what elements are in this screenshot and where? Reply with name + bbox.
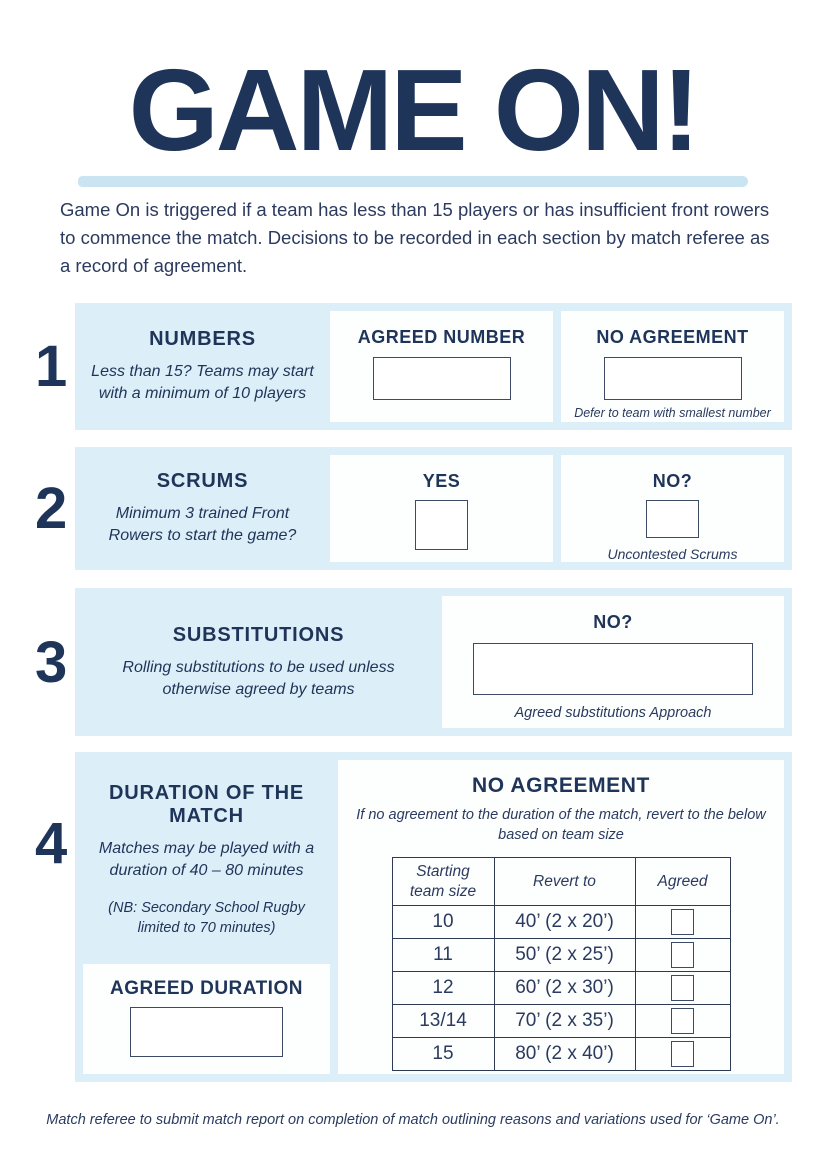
revert-to-cell: 60’ (2 x 30’) bbox=[494, 972, 635, 1005]
section-3-description: Rolling substitutions to be used unless otherwise agreed by teams bbox=[122, 658, 395, 698]
uncontested-scrums-caption: Uncontested Scrums bbox=[607, 546, 738, 562]
team-size-cell: 11 bbox=[392, 939, 494, 972]
agreed-cell bbox=[635, 1005, 730, 1038]
title-underline bbox=[78, 176, 748, 187]
substitutions-approach-input[interactable] bbox=[473, 643, 753, 695]
section-4-note: (NB: Secondary School Rugby limited to 70 minutes) bbox=[108, 900, 305, 936]
scrums-no-panel bbox=[561, 455, 784, 562]
section-2-heading: SCRUMS bbox=[156, 470, 249, 493]
scrums-yes-checkbox[interactable] bbox=[415, 500, 468, 550]
agreed-checkbox-15[interactable] bbox=[671, 1041, 694, 1067]
section-4-number: 4 bbox=[35, 811, 68, 876]
team-size-cell: 15 bbox=[392, 1038, 494, 1071]
section-1-description: Less than 15? Teams may start with a minimum of 10 players bbox=[91, 363, 314, 402]
section-3-heading: SUBSTITUTIONS bbox=[172, 623, 345, 646]
section-numbers bbox=[35, 303, 792, 430]
section-scrums bbox=[35, 447, 792, 570]
table-row bbox=[392, 972, 730, 1005]
duration-no-agreement-panel bbox=[338, 760, 784, 1074]
section-duration bbox=[35, 752, 792, 1082]
agreed-checkbox-10[interactable] bbox=[671, 909, 694, 935]
agreed-checkbox-11[interactable] bbox=[671, 942, 694, 968]
agreed-number-panel bbox=[330, 311, 553, 422]
scrums-no-checkbox[interactable] bbox=[646, 500, 699, 538]
section-1-number: 1 bbox=[35, 334, 68, 399]
table-row bbox=[392, 906, 730, 939]
header-revert-to: Revert to bbox=[494, 858, 635, 906]
footer-note: Match referee to submit match report on completion of match outlining reasons and variations used for ‘Game On’. bbox=[46, 1112, 780, 1128]
page-title: GAME ON! bbox=[128, 45, 698, 175]
substitutions-no-label: NO? bbox=[593, 612, 633, 632]
section-4-description: Matches may be played with a duration of 40 – 80 minutes bbox=[98, 840, 315, 879]
numbers-no-agreement-caption: Defer to team with smallest number bbox=[574, 406, 771, 420]
agreed-checkbox-12[interactable] bbox=[671, 975, 694, 1001]
revert-to-cell: 70’ (2 x 35’) bbox=[494, 1005, 635, 1038]
agreed-checkbox-13-14[interactable] bbox=[671, 1008, 694, 1034]
agreed-cell bbox=[635, 1038, 730, 1071]
scrums-yes-panel bbox=[330, 455, 553, 562]
header-starting-team-size: Starting team size bbox=[392, 858, 494, 906]
substitutions-approach-caption: Agreed substitutions Approach bbox=[514, 705, 712, 721]
table-row bbox=[392, 1005, 730, 1038]
agreed-duration-label: AGREED DURATION bbox=[110, 978, 303, 999]
section-2-number: 2 bbox=[35, 476, 68, 541]
section-4-heading: DURATION OF THE MATCH bbox=[109, 782, 304, 827]
team-size-cell: 10 bbox=[392, 906, 494, 939]
section-3-info bbox=[83, 596, 434, 728]
scrums-no-label: NO? bbox=[652, 471, 693, 491]
revert-to-cell: 80’ (2 x 40’) bbox=[494, 1038, 635, 1071]
agreed-cell bbox=[635, 906, 730, 939]
agreed-cell bbox=[635, 972, 730, 1005]
duration-table-header-row bbox=[392, 858, 730, 906]
section-2-container bbox=[75, 447, 792, 570]
team-size-cell: 12 bbox=[392, 972, 494, 1005]
section-4-info bbox=[83, 760, 330, 956]
duration-no-agreement-heading: NO AGREEMENT bbox=[472, 774, 650, 797]
section-substitutions bbox=[35, 588, 792, 736]
scrums-yes-label: YES bbox=[422, 471, 461, 491]
team-size-cell: 13/14 bbox=[392, 1005, 494, 1038]
section-4-container bbox=[75, 752, 792, 1082]
numbers-no-agreement-label: NO AGREEMENT bbox=[596, 327, 749, 347]
substitutions-no-panel bbox=[442, 596, 784, 728]
agreed-number-input[interactable] bbox=[373, 357, 511, 400]
agreed-duration-input[interactable] bbox=[130, 1007, 283, 1057]
section-1-container bbox=[75, 303, 792, 430]
section-1-info bbox=[83, 311, 322, 422]
revert-to-cell: 40’ (2 x 20’) bbox=[494, 906, 635, 939]
numbers-no-agreement-input[interactable] bbox=[604, 357, 742, 400]
intro-text: Game On is triggered if a team has less than 15 players or has insufficient front rowers to commence the match. Decisions to be recorded in each section by match referee as a record of agreement. bbox=[60, 199, 770, 276]
section-3-number: 3 bbox=[35, 629, 68, 695]
table-row bbox=[392, 939, 730, 972]
section-2-description: Minimum 3 trained Front Rowers to start the game? bbox=[108, 505, 297, 544]
agreed-number-label: AGREED NUMBER bbox=[357, 327, 526, 347]
numbers-no-agreement-panel bbox=[561, 311, 784, 422]
table-row bbox=[392, 1038, 730, 1071]
header-agreed: Agreed bbox=[635, 858, 730, 906]
agreed-duration-panel bbox=[83, 964, 330, 1074]
revert-to-cell: 50’ (2 x 25’) bbox=[494, 939, 635, 972]
section-1-heading: NUMBERS bbox=[149, 328, 256, 351]
duration-no-agreement-description: If no agreement to the duration of the match, revert to the below based on team size bbox=[356, 807, 766, 843]
duration-table bbox=[392, 857, 731, 1071]
section-4-left-column bbox=[83, 760, 330, 1074]
section-3-container bbox=[75, 588, 792, 736]
agreed-cell bbox=[635, 939, 730, 972]
section-2-info bbox=[83, 455, 322, 562]
